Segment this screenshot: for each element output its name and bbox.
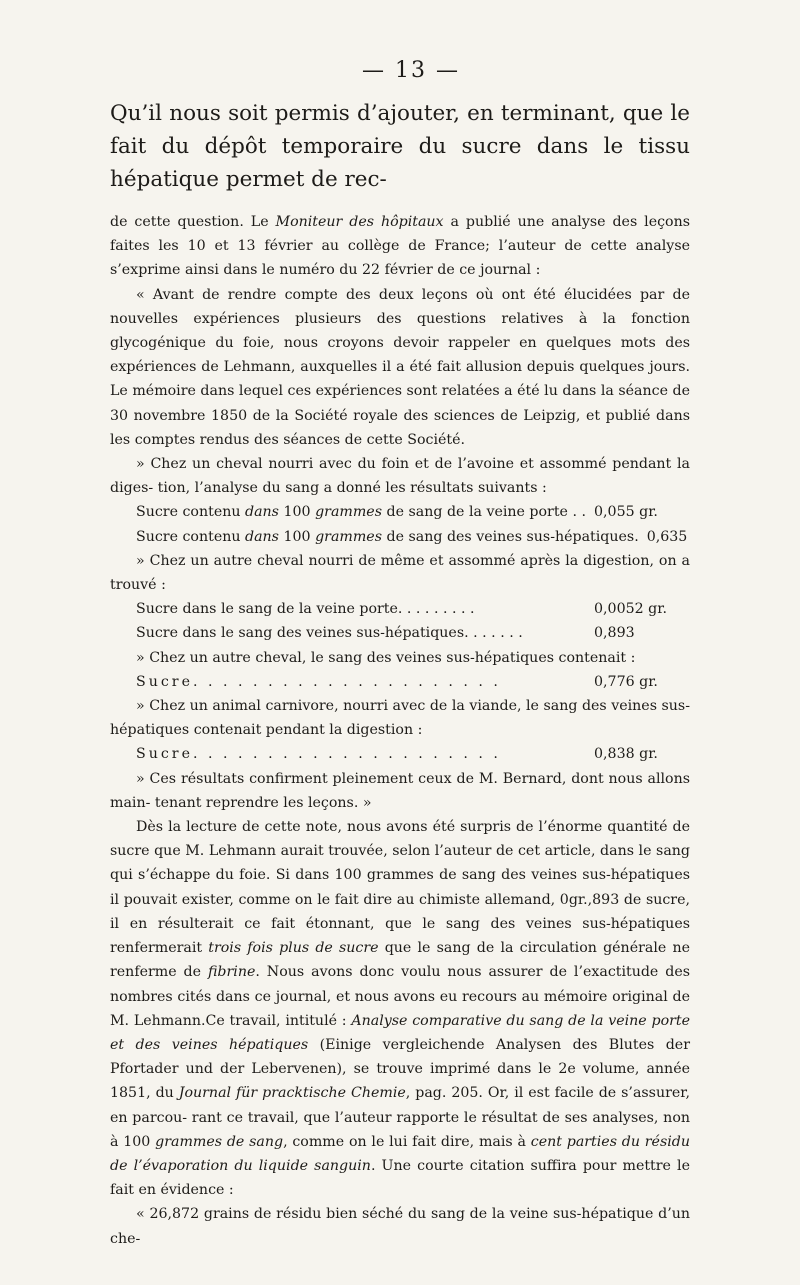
body-text: [110, 210, 690, 1251]
result-row: Sucre contenu dans 100 grammes de sang de la veine porte . . 0,055 gr.: [110, 500, 690, 524]
result-row: Sucre contenu dans 100 grammes de sang des veines sus-hépatiques. 0,635: [110, 525, 690, 549]
result-label: Sucre dans le sang de la veine porte. . . . . . . . .: [136, 601, 475, 618]
result-value: 0,838 gr.: [594, 746, 658, 763]
paragraph: » Ces résultats confirment pleinement ceux de M. Bernard, dont nous allons main- tenant reprendre les leçons. »: [110, 770, 690, 811]
result-label: Sucre dans le sang des veines sus-hépatiques. . . . . . .: [136, 625, 523, 642]
paragraph: de cette question. Le Moniteur des hôpitaux a publié une analyse des leçons faites les 10 et 13 février au collège de France; l’auteur de cette analyse s’exprime ainsi dans le numéro du 22 février de ce journal :: [110, 214, 691, 279]
result-row: [110, 597, 690, 621]
lead-paragraph: Qu’il nous soit permis d’ajouter, en terminant, que le fait du dépôt temporaire du sucre dans le tissu hépatique permet de rec-: [110, 101, 690, 192]
result-row: [110, 621, 690, 645]
paragraph: Dès la lecture de cette note, nous avons été surpris de l’énorme quantité de sucre que M. Lehmann aurait trouvée, selon l’auteur de cet article, dans le sang qui s’échappe du foie. Si dans 100 grammes de sang des veines sus-hépatiques il pouvait exister, comme on le fait dire au chimiste allemand, 0gr.,893 de sucre, il en résulterait ce fait étonnant, que le sang des veines sus-hépatiques renfermerait trois fois plus de sucre que le sang de la circulation générale ne renferme de fibrine. Nous avons donc voulu nous assurer de l’exactitude des nombres cités dans ce journal, et nous avons eu recours au mémoire original de M. Lehmann.Ce travail, intitulé : Analyse comparative du sang de la veine porte et des veines hépatiques (Einige vergleichende Analysen des Blutes der Pfortader und der Lebervenen), se trouve imprimé dans le 2e volume, année 1851, du Journal für pracktische Chemie, pag. 205. Or, il est facile de s’assurer, en parcou- rant ce travail, que l’auteur rapporte le résultat de ses analyses, non à 100 grammes de sang, comme on le lui fait dire, mais à cent parties du résidu de l’évaporation du liquide sanguin. Une courte citation suffira pour mettre le fait en évidence :: [110, 819, 691, 1199]
result-row: [110, 742, 690, 766]
paragraph: » Chez un cheval nourri avec du foin et de l’avoine et assommé pendant la diges- tion, l’analyse du sang a donné les résultats suivants :: [110, 456, 690, 497]
result-value: 0,0052 gr.: [594, 601, 667, 618]
page-number: — 13 —: [362, 58, 460, 83]
result-label: Sucre. . . . . . . . . . . . . . . . . . . . .: [136, 746, 501, 763]
paragraph: » Chez un autre cheval nourri de même et assommé après la digestion, on a trouvé :: [110, 552, 690, 594]
paragraph: « 26,872 grains de résidu bien séché du sang de la veine sus-hépatique d’un che-: [110, 1206, 690, 1247]
result-row: [110, 670, 690, 694]
paragraph: « Avant de rendre compte des deux leçons où ont été élucidées par de nouvelles expériences plusieurs des questions relatives à la fonction glycogénique du foie, nous croyons devoir rappeler en quelques mots des expériences de Lehmann, auxquelles il a été fait allusion depuis quelques jours. Le mémoire dans lequel ces expériences sont relatées a été lu dans la séance de 30 novembre 1850 de la Société royale des sciences de Leipzig, et publié dans les comptes rendus des séances de cette Société.: [110, 286, 690, 448]
result-value: 0,776 gr.: [594, 673, 658, 690]
result-value: 0,055 gr.: [594, 504, 658, 521]
result-value: 0,635: [646, 528, 688, 545]
paragraph: » Chez un animal carnivore, nourri avec de la viande, le sang des veines sus- hépatiques contenait pendant la digestion :: [110, 698, 690, 739]
result-label: Sucre. . . . . . . . . . . . . . . . . . . . .: [136, 673, 501, 690]
result-value: 0,893: [594, 625, 635, 642]
paragraph: » Chez un autre cheval, le sang des veines sus-hépatiques contenait :: [136, 649, 636, 666]
